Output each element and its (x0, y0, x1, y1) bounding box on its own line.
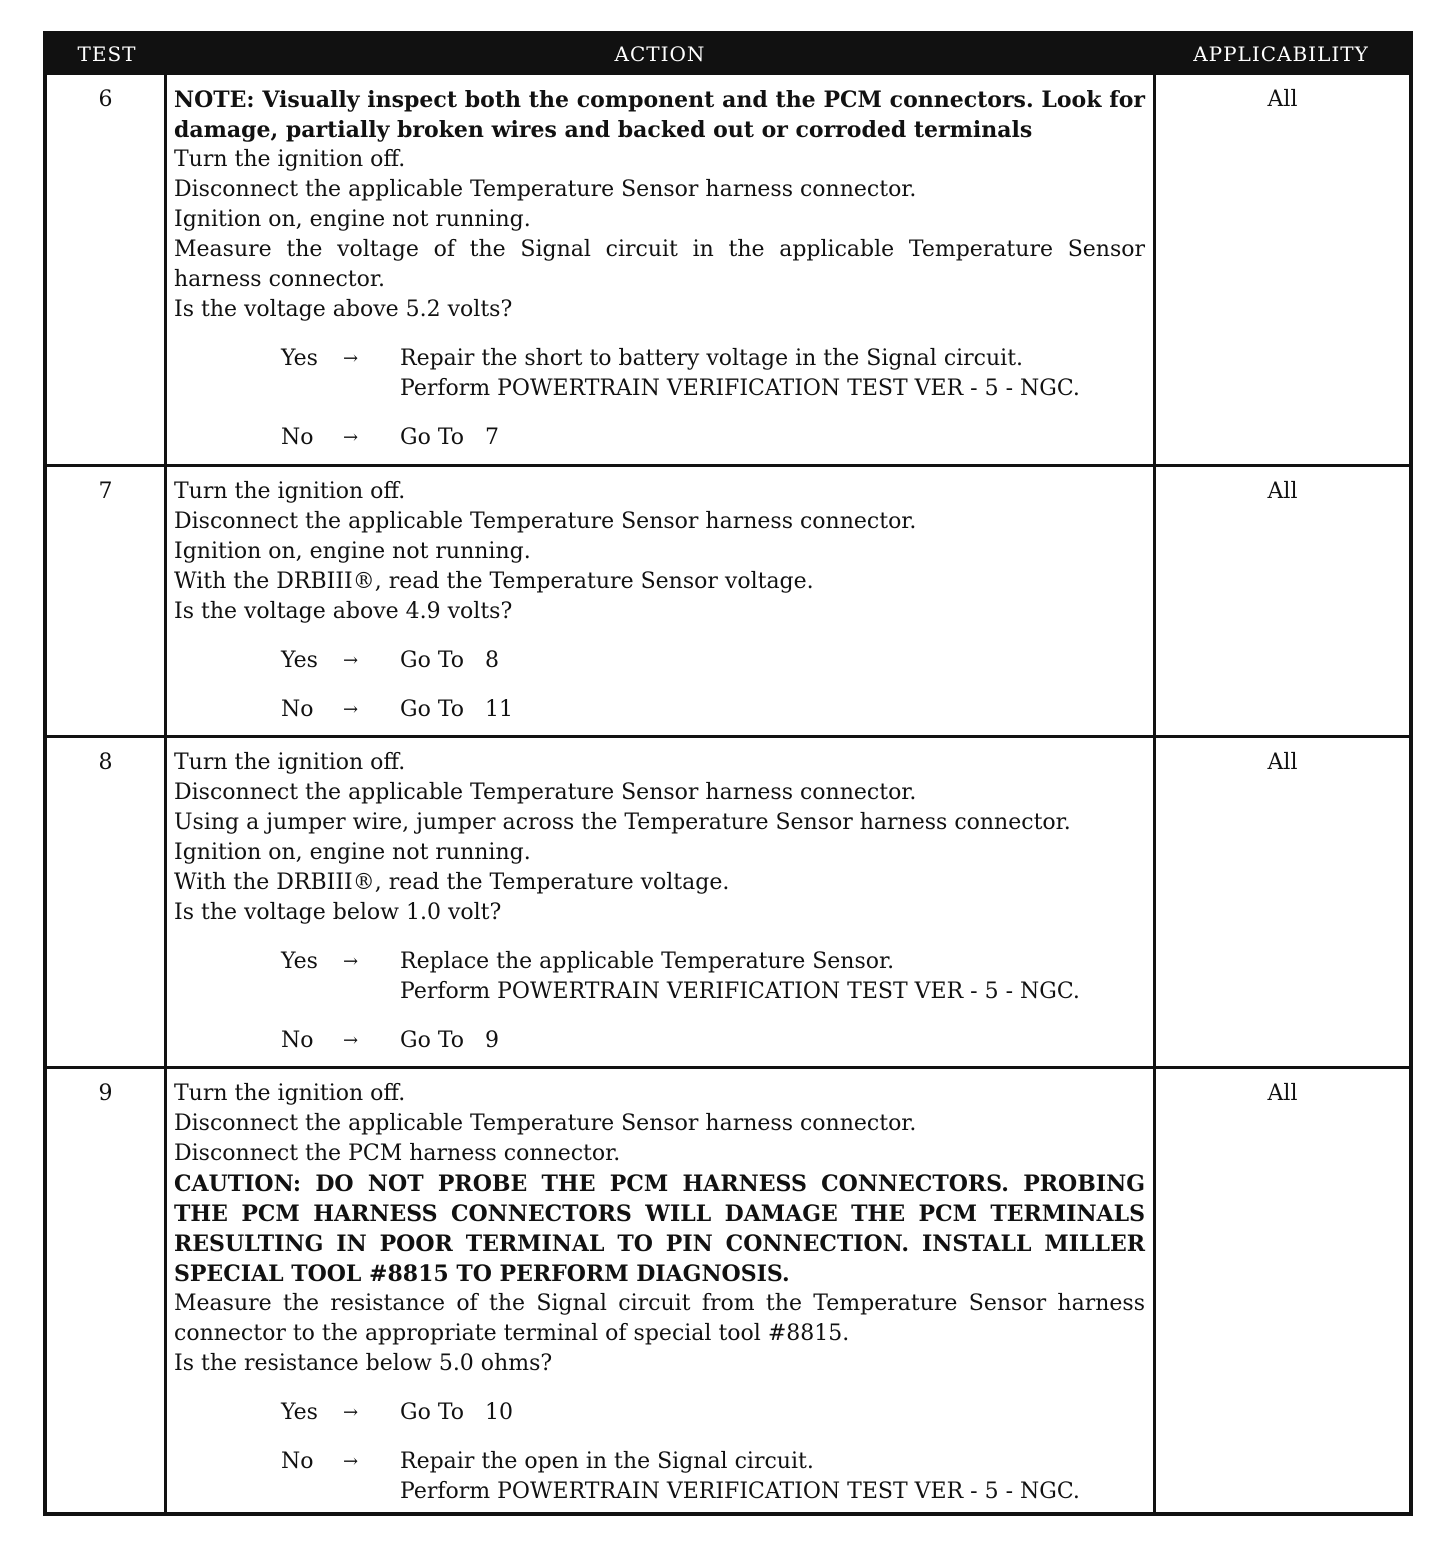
arrow-icon: → (343, 650, 359, 671)
no-label: No (281, 1028, 314, 1053)
action-line: Using a jumper wire, jumper across the Temperature Sensor harness connector. (174, 810, 1071, 835)
no-result-line: Go To 11 (400, 697, 513, 722)
yes-answer (281, 1398, 1145, 1428)
action-line: With the DRBIII®, read the Temperature voltage. (174, 870, 730, 895)
applicability-cell: All (1267, 87, 1298, 112)
action-line: Disconnect the PCM harness connector. (174, 1141, 621, 1166)
action-line: Disconnect the applicable Temperature Sensor harness connector. (174, 177, 917, 202)
action-line: Disconnect the applicable Temperature Sensor harness connector. (174, 509, 917, 534)
action-line: Turn the ignition off. (174, 147, 406, 172)
table-row (47, 735, 1409, 1066)
yes-result-line: Perform POWERTRAIN VERIFICATION TEST VER - 5 - NGC. (400, 376, 1080, 401)
no-answer (281, 423, 1145, 453)
no-result (400, 695, 1145, 725)
header-action: ACTION (614, 41, 706, 66)
yes-result (400, 646, 1145, 676)
action-line: Is the voltage above 5.2 volts? (174, 297, 513, 322)
yes-result (400, 1398, 1145, 1428)
yes-result-line: Go To 8 (400, 648, 499, 673)
no-label: No (281, 1449, 314, 1474)
no-result (400, 1447, 1145, 1507)
test-number: 7 (47, 467, 167, 735)
action-line: With the DRBIII®, read the Temperature Sensor voltage. (174, 569, 814, 594)
no-result-line: Go To 7 (400, 425, 499, 450)
no-label: No (281, 425, 314, 450)
action-cell (167, 1069, 1156, 1512)
table-row (47, 1066, 1409, 1512)
no-result (400, 1026, 1145, 1056)
yes-result-line: Go To 10 (400, 1400, 513, 1425)
action-line: Turn the ignition off. (174, 1081, 406, 1106)
diagnostic-test-table (43, 31, 1413, 1516)
action-cell (167, 75, 1156, 464)
yes-label: Yes (281, 648, 318, 673)
no-answer (281, 695, 1145, 725)
table-row (47, 72, 1409, 464)
table-header (47, 35, 1409, 72)
arrow-icon: → (343, 427, 359, 448)
action-line: Turn the ignition off. (174, 479, 406, 504)
action-line: Is the voltage below 1.0 volt? (174, 900, 502, 925)
arrow-icon: → (343, 951, 359, 972)
no-result (400, 423, 1145, 453)
caution-text: CAUTION: DO NOT PROBE THE PCM HARNESS CONNECTORS. PROBING THE PCM HARNESS CONNECTORS WILL DAMAGE THE PCM TERMINALS RESULTING IN POOR TERMINAL TO PIN CONNECTION. INSTALL MILLER SPECIAL TOOL #8815 TO PERFORM DIAGNOSIS. (174, 1171, 1145, 1287)
no-result-line: Repair the open in the Signal circuit. (400, 1449, 814, 1474)
action-line: Turn the ignition off. (174, 750, 406, 775)
arrow-icon: → (343, 348, 359, 369)
no-answer (281, 1447, 1145, 1507)
arrow-icon: → (343, 1451, 359, 1472)
action-line: Disconnect the applicable Temperature Sensor harness connector. (174, 1111, 917, 1136)
arrow-icon: → (343, 1030, 359, 1051)
action-line: Is the voltage above 4.9 volts? (174, 599, 513, 624)
header-applicability: APPLICABILITY (1193, 41, 1369, 66)
action-cell (167, 738, 1156, 1066)
yes-label: Yes (281, 346, 318, 371)
yes-answer (281, 344, 1145, 404)
action-line: Ignition on, engine not running. (174, 207, 531, 232)
test-number: 9 (47, 1069, 167, 1512)
yes-result (400, 344, 1145, 404)
yes-result-line: Perform POWERTRAIN VERIFICATION TEST VER - 5 - NGC. (400, 979, 1080, 1004)
applicability-cell: All (1267, 1081, 1298, 1106)
arrow-icon: → (343, 1402, 359, 1423)
no-label: No (281, 697, 314, 722)
action-line: Measure the resistance of the Signal circuit from the Temperature Sensor harness connector to the appropriate terminal of special tool #8815. (174, 1291, 1145, 1346)
yes-result-line: Repair the short to battery voltage in the Signal circuit. (400, 346, 1024, 371)
action-line: Ignition on, engine not running. (174, 539, 531, 564)
yes-answer (281, 646, 1145, 676)
test-number: 8 (47, 738, 167, 1066)
yes-label: Yes (281, 949, 318, 974)
action-cell (167, 467, 1156, 735)
yes-answer (281, 947, 1145, 1007)
header-test: TEST (77, 41, 137, 66)
applicability-cell: All (1267, 750, 1298, 775)
note-text: NOTE: Visually inspect both the component and the PCM connectors. Look for damage, partially broken wires and backed out or corroded terminals (174, 87, 1145, 143)
action-line: Disconnect the applicable Temperature Sensor harness connector. (174, 780, 917, 805)
yes-result-line: Replace the applicable Temperature Sensor. (400, 949, 895, 974)
no-result-line: Perform POWERTRAIN VERIFICATION TEST VER - 5 - NGC. (400, 1479, 1080, 1504)
action-line: Is the resistance below 5.0 ohms? (174, 1351, 553, 1376)
applicability-cell: All (1267, 479, 1298, 504)
arrow-icon: → (343, 699, 359, 720)
action-line: Measure the voltage of the Signal circuit in the applicable Temperature Sensor harness connector. (174, 237, 1145, 292)
yes-label: Yes (281, 1400, 318, 1425)
no-answer (281, 1026, 1145, 1056)
no-result-line: Go To 9 (400, 1028, 499, 1053)
yes-result (400, 947, 1145, 1007)
test-number: 6 (47, 75, 167, 464)
table-row (47, 464, 1409, 735)
action-line: Ignition on, engine not running. (174, 840, 531, 865)
